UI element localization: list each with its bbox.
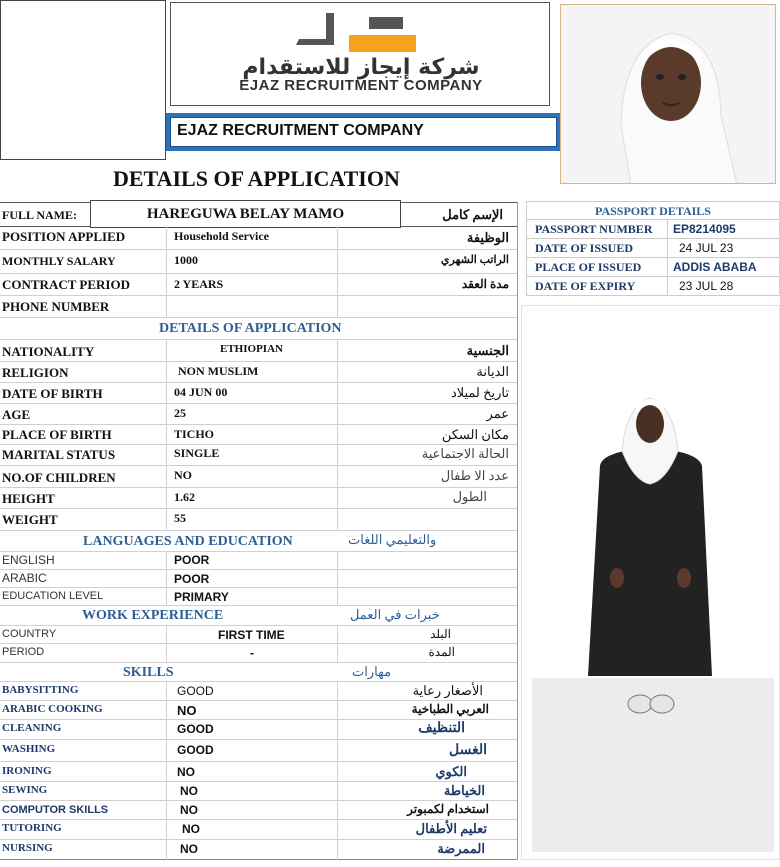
passport-label: PLACE OF ISSUED — [535, 260, 642, 274]
applicant-full-body-photo — [521, 305, 780, 860]
section-title-ar: خبرات في العمل — [350, 607, 440, 622]
passport-value: EP8214095 — [673, 222, 736, 236]
row-value: Household Service — [174, 229, 269, 243]
row-value: NO — [180, 784, 198, 798]
row-value: - — [250, 646, 254, 660]
table-row-education — [0, 588, 517, 606]
row-label-ar: الممرضة — [437, 841, 485, 856]
table-row-birthplace — [0, 425, 517, 445]
row-label: AGE — [2, 407, 31, 422]
row-label-ar: الطول — [452, 489, 487, 504]
passport-details-panel — [526, 201, 780, 297]
table-row-nationality — [0, 340, 517, 362]
row-label-ar: الإسم كامل — [442, 207, 503, 222]
row-label: HEIGHT — [2, 491, 55, 506]
table-row-full-name — [0, 202, 517, 227]
table-row-arabic-cooking — [0, 701, 517, 720]
row-value: FIRST TIME — [218, 628, 285, 642]
row-label: MONTHLY SALARY — [2, 254, 116, 268]
row-label-ar: الجنسية — [466, 343, 509, 358]
row-label-ar: الكوي — [435, 764, 467, 779]
section-heading-languages — [0, 531, 517, 552]
table-row-weight — [0, 509, 517, 531]
passport-row — [526, 220, 780, 239]
row-value: NO — [174, 468, 192, 482]
row-label: MARITAL STATUS — [2, 447, 116, 462]
column-divider — [337, 682, 338, 860]
table-row-computer — [0, 801, 517, 820]
row-label-ar: المدة — [428, 645, 455, 659]
table-row-cleaning — [0, 720, 517, 740]
row-label: IRONING — [2, 765, 52, 777]
column-divider — [337, 626, 338, 663]
passport-heading: PASSPORT DETAILS — [526, 201, 780, 220]
row-value: NO — [177, 703, 197, 718]
row-value: 2 YEARS — [174, 277, 224, 291]
row-value: GOOD — [177, 743, 214, 757]
table-row-height — [0, 488, 517, 509]
row-label: TUTORING — [2, 822, 62, 834]
row-label-ar: الخياطة — [443, 783, 485, 798]
row-value: NO — [182, 822, 200, 836]
row-value: GOOD — [177, 684, 214, 698]
row-value: 1000 — [174, 253, 198, 267]
passport-value: 24 JUL 23 — [679, 241, 734, 255]
section-title: WORK EXPERIENCE — [82, 608, 224, 623]
row-label: NATIONALITY — [2, 344, 95, 359]
table-row-babysitting — [0, 682, 517, 701]
row-label: RELIGION — [2, 365, 69, 380]
row-label-ar: عمر — [486, 406, 509, 421]
row-value: ETHIOPIAN — [220, 343, 283, 355]
row-label: CONTRACT PERIOD — [2, 277, 130, 292]
table-row-sewing — [0, 782, 517, 801]
row-value: 04 JUN 00 — [174, 385, 228, 399]
table-row-tutoring — [0, 820, 517, 840]
row-value: 55 — [174, 511, 186, 525]
section-title: LANGUAGES AND EDUCATION — [83, 534, 293, 549]
row-value: TICHO — [174, 427, 215, 441]
passport-row — [526, 258, 780, 277]
row-label: POSITION APPLIED — [2, 229, 126, 244]
row-label-ar: التنظيف — [418, 721, 465, 736]
row-value: POOR — [174, 553, 210, 567]
passport-value: 23 JUL 28 — [679, 279, 734, 293]
row-value: NO — [177, 765, 195, 779]
row-label: WEIGHT — [2, 512, 58, 527]
row-label-ar: الحالة الاجتماعية — [421, 446, 509, 461]
passport-row — [526, 239, 780, 258]
company-name: EJAZ RECRUITMENT COMPANY — [170, 117, 557, 147]
table-row-ironing — [0, 762, 517, 782]
section-title: DETAILS OF APPLICATION — [159, 321, 342, 336]
column-divider — [166, 340, 167, 531]
blank-box — [0, 0, 166, 160]
row-label-ar: الوظيفة — [466, 230, 509, 245]
table-row-age — [0, 404, 517, 425]
passport-label: DATE OF EXPIRY — [535, 279, 636, 293]
table-row-contract — [0, 274, 517, 296]
row-label-ar: الراتب الشهري — [440, 254, 509, 266]
table-row-phone — [0, 296, 517, 318]
section-title-ar: مهارات — [352, 664, 392, 679]
table-row-position — [0, 227, 517, 250]
table-right-border — [517, 202, 518, 860]
row-label-ar: تعليم الأطفال — [415, 821, 487, 836]
logo-english-text: EJAZ RECRUITMENT COMPANY — [239, 77, 483, 94]
row-label-ar: العربي الطباخية — [411, 702, 489, 716]
passport-row — [526, 277, 780, 296]
row-value: SINGLE — [174, 446, 220, 460]
full-name-value: HAREGUWA BELAY MAMO — [90, 200, 401, 228]
row-label: ARABIC COOKING — [2, 703, 103, 715]
row-label-ar: الغسل — [448, 743, 487, 758]
row-label: PHONE NUMBER — [2, 299, 110, 314]
section-heading-work — [0, 606, 517, 626]
passport-label: PASSPORT NUMBER — [535, 222, 653, 236]
table-row-country — [0, 626, 517, 644]
row-label-ar: استخدام لكمبوتر — [407, 802, 489, 816]
row-value: NO — [180, 803, 198, 817]
row-value: 1.62 — [174, 490, 195, 504]
table-row-marital — [0, 445, 517, 466]
section-title: SKILLS — [123, 665, 174, 680]
page-title: DETAILS OF APPLICATION — [113, 166, 400, 191]
column-divider — [166, 682, 167, 860]
row-label-ar: البلد — [430, 627, 451, 641]
row-value: NON MUSLIM — [178, 364, 259, 378]
table-row-nursing — [0, 840, 517, 860]
row-value: PRIMARY — [174, 590, 229, 604]
row-value: NO — [180, 842, 198, 856]
column-divider — [166, 552, 167, 606]
company-name-bar — [166, 113, 561, 151]
row-label: DATE OF BIRTH — [2, 386, 103, 401]
section-heading-skills — [0, 663, 517, 682]
row-value: 25 — [174, 406, 186, 420]
row-value: POOR — [174, 572, 210, 586]
row-label: SEWING — [2, 784, 48, 796]
row-label: PLACE OF BIRTH — [2, 427, 112, 442]
row-label-ar: الديانة — [476, 364, 509, 379]
table-row-religion — [0, 362, 517, 383]
row-label: NO.OF CHILDREN — [2, 470, 116, 485]
company-logo — [170, 2, 550, 106]
row-label: FULL NAME: — [2, 208, 77, 222]
row-label-ar: مكان السكن — [441, 427, 509, 442]
row-label-ar: الأصغار رعاية — [412, 683, 483, 698]
passport-label: DATE OF ISSUED — [535, 241, 634, 255]
table-row-dob — [0, 383, 517, 404]
table-row-children — [0, 466, 517, 488]
passport-value: ADDIS ABABA — [673, 260, 757, 274]
row-label: WASHING — [2, 743, 56, 755]
row-label: EDUCATION LEVEL — [2, 590, 104, 602]
column-divider — [337, 340, 338, 531]
row-label-ar: عدد الا طفال — [440, 468, 509, 483]
column-divider — [166, 626, 167, 663]
column-divider — [166, 227, 167, 318]
column-divider — [337, 552, 338, 606]
row-label: COUNTRY — [2, 628, 57, 640]
row-label-ar: مدة العقد — [461, 277, 509, 291]
table-row-english — [0, 552, 517, 570]
column-divider — [337, 227, 338, 318]
row-value: GOOD — [177, 722, 214, 736]
row-label: BABYSITTING — [2, 684, 79, 696]
logo-arabic-text: شركة إيجاز للاستقدام — [242, 55, 480, 80]
row-label: ARABIC — [2, 571, 47, 585]
applicant-portrait-photo — [560, 4, 776, 184]
row-label: COMPUTOR SKILLS — [2, 804, 109, 816]
row-label: ENGLISH — [2, 553, 55, 567]
row-label: PERIOD — [2, 646, 45, 658]
table-row-arabic — [0, 570, 517, 588]
row-label-ar: تاريخ لميلاد — [450, 385, 509, 400]
section-heading-details — [0, 318, 517, 340]
row-label: CLEANING — [2, 722, 62, 734]
section-title-ar: والتعليمي اللغات — [348, 532, 437, 547]
table-row-salary — [0, 250, 517, 274]
table-row-washing — [0, 740, 517, 762]
row-label: NURSING — [2, 842, 53, 854]
table-row-period — [0, 644, 517, 663]
